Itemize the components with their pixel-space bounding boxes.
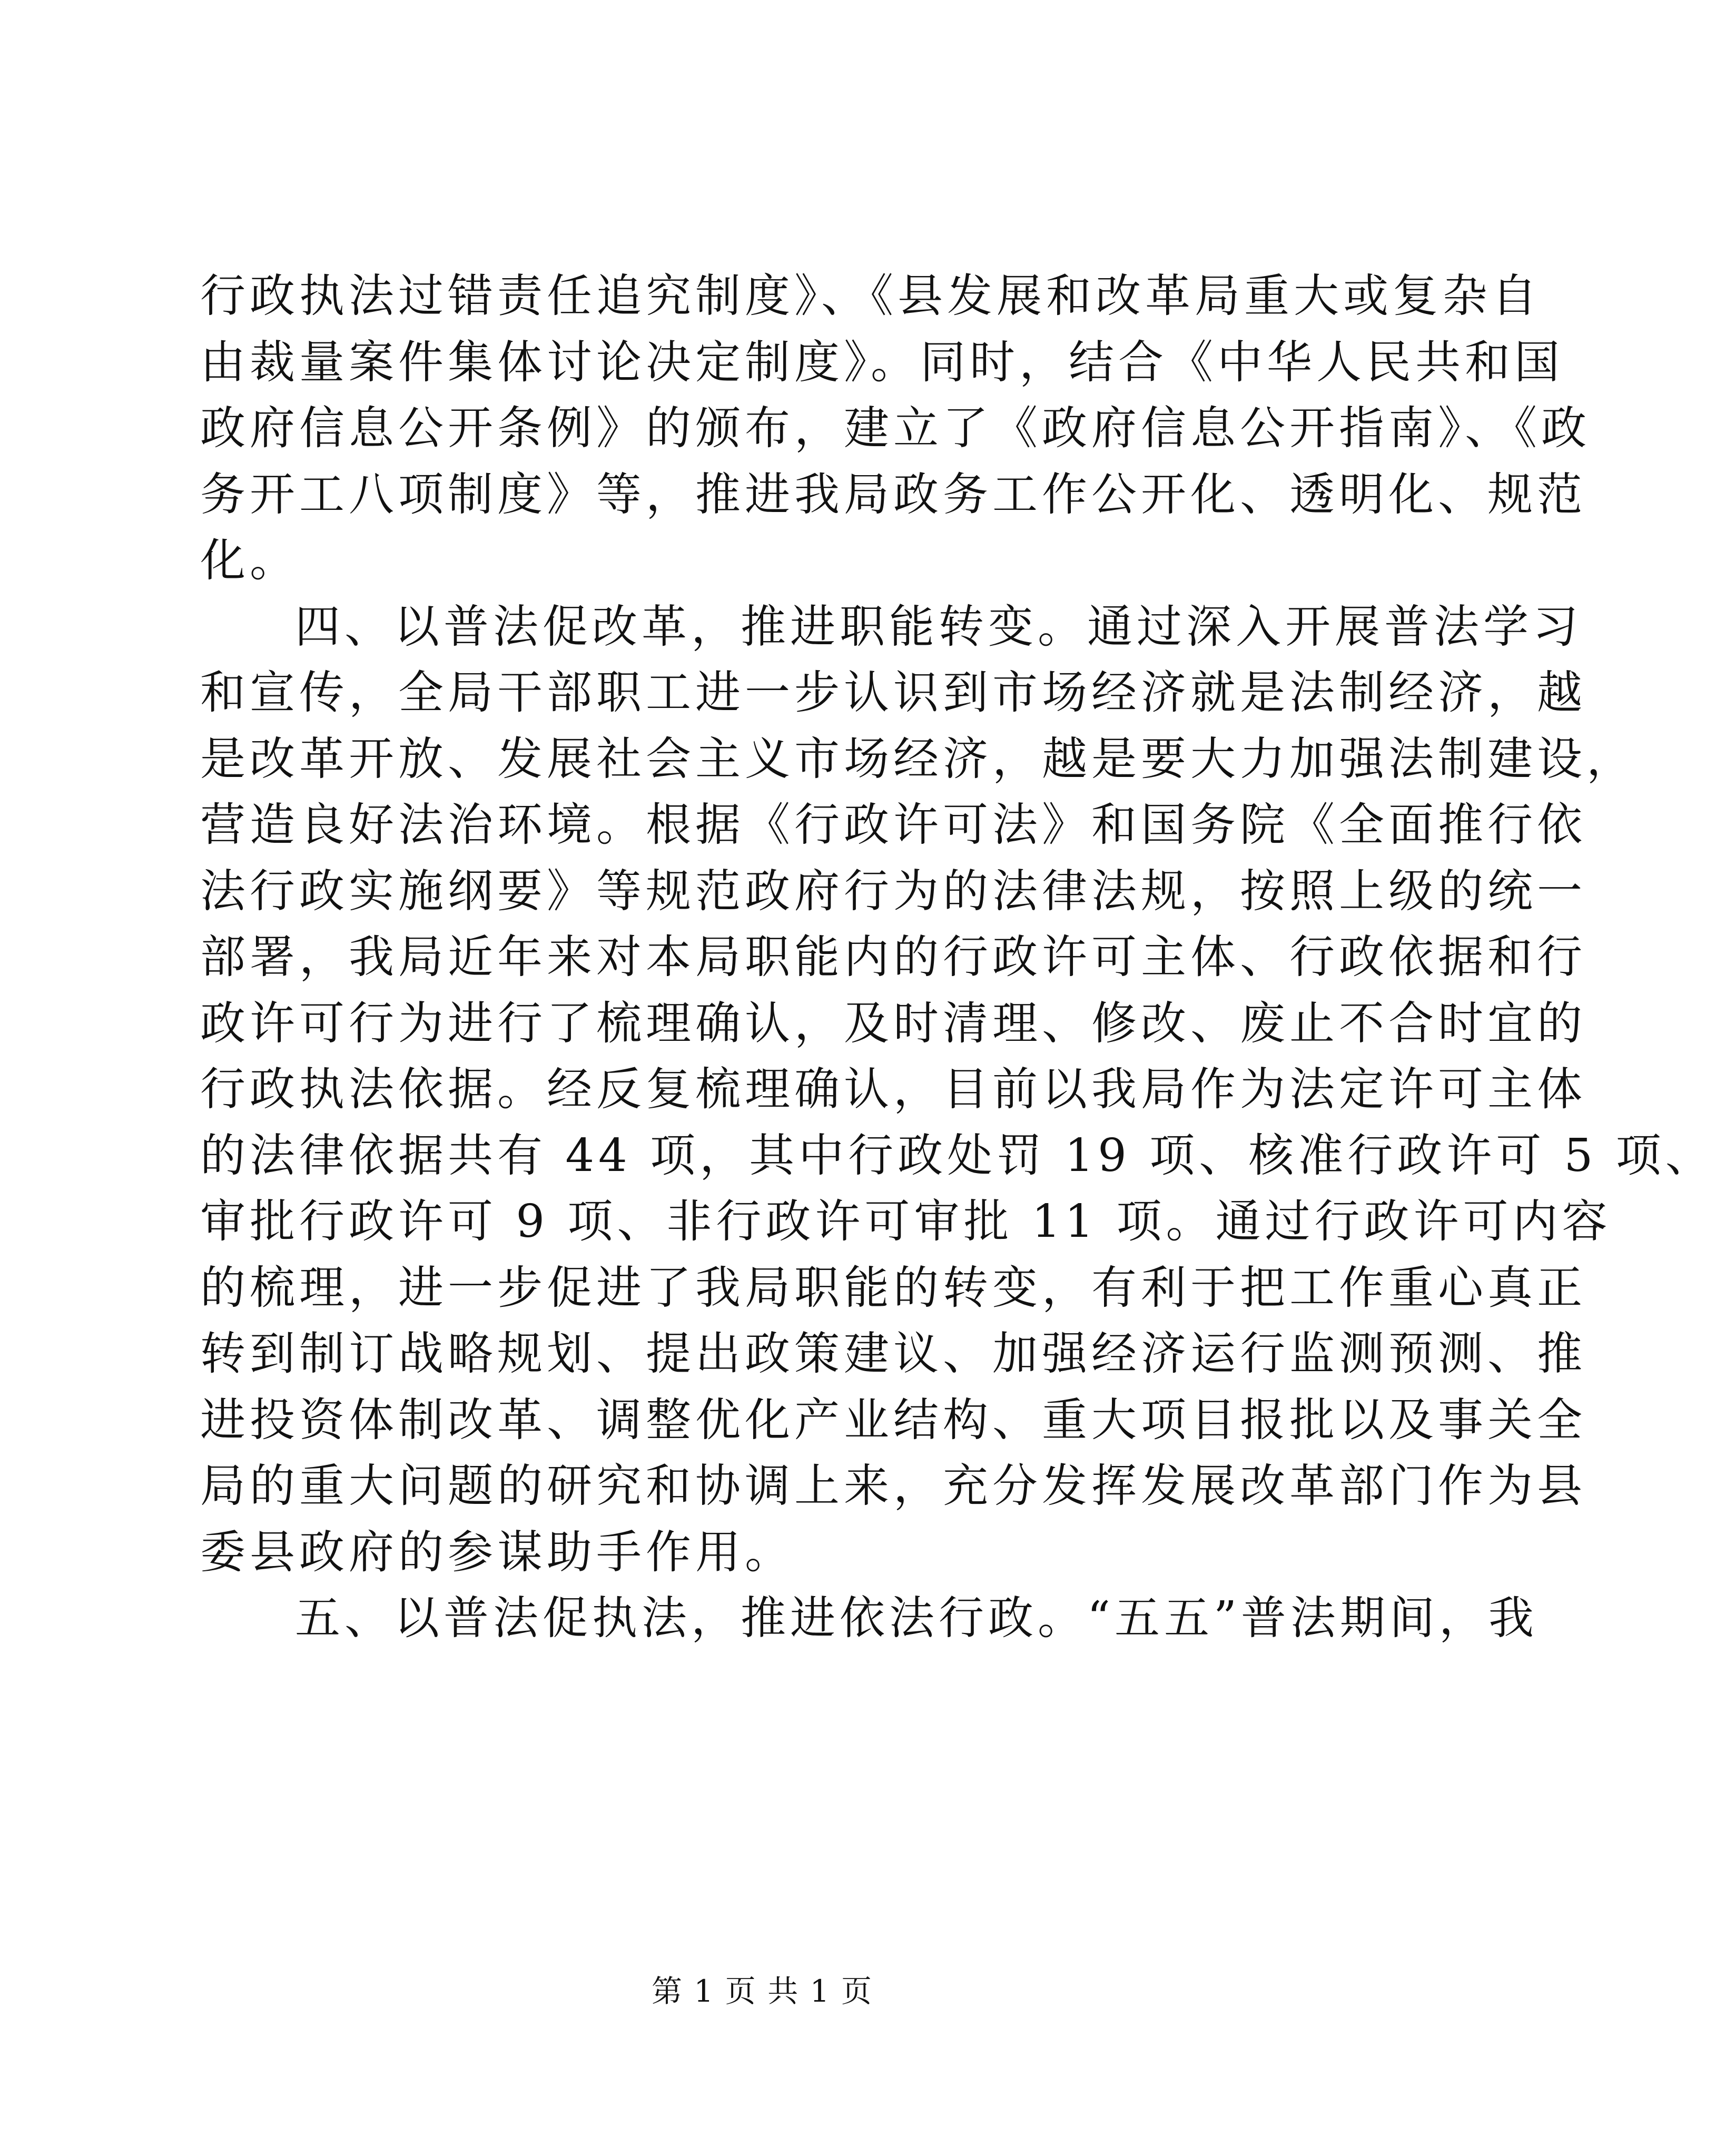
text-line: 部署，我局近年来对本局职能内的行政许可主体、行政依据和行 (200, 931, 1586, 983)
text-line: 进投资体制改革、调整优化产业结构、重大项目报批以及事关全 (200, 1393, 1586, 1446)
paragraph-continued (200, 263, 1591, 594)
page-footer: 第 1 页 共 1 页 (652, 1973, 873, 2009)
text-line: 法行政实施纲要》等规范政府行为的法律法规，按照上级的统一 (200, 864, 1586, 918)
text-line: 行政执法过错责任追究制度》、《县发展和改革局重大或复杂自 (200, 270, 1541, 322)
paragraph-section-four (200, 594, 1715, 1586)
text-line-first: 五、以普法促执法，推进依法行政。“五五”普法期间，我 (295, 1592, 1538, 1645)
text-line: 转到制订战略规划、提出政策建议、加强经济运行监测预测、推 (200, 1327, 1586, 1380)
text-line: 的法律依据共有 44 项，其中行政处罚 19 项、核准行政许可 5 项、 (200, 1129, 1715, 1182)
text-line: 化。 (200, 534, 299, 587)
text-line: 是改革开放、发展社会主义市场经济，越是要大力加强法制建设， (200, 732, 1636, 785)
text-line: 政府信息公开条例》的颁布，建立了《政府信息公开指南》、《政 (200, 402, 1591, 455)
text-line: 审批行政许可 9 项、非行政许可审批 11 项。通过行政许可内容 (200, 1195, 1612, 1248)
text-line: 政许可行为进行了梳理确认，及时清理、修改、废止不合时宜的 (200, 997, 1586, 1050)
text-line: 由裁量案件集体讨论决定制度》。同时，结合《中华人民共和国 (200, 336, 1564, 389)
text-line: 和宣传，全局干部职工进一步认识到市场经济就是法制经济，越 (200, 666, 1586, 719)
text-line: 行政执法依据。经反复梳理确认，目前以我局作为法定许可主体 (200, 1063, 1586, 1116)
text-line: 的梳理，进一步促进了我局职能的转变，有利于把工作重心真正 (200, 1261, 1586, 1314)
document-body (200, 263, 1715, 1652)
text-line: 务开工八项制度》等，推进我局政务工作公开化、透明化、规范 (200, 468, 1586, 521)
text-line-first: 四、以普法促改革，推进职能转变。通过深入开展普法学习 (295, 600, 1582, 653)
text-line: 营造良好法治环境。根据《行政许可法》和国务院《全面推行依 (200, 799, 1586, 851)
text-line: 委县政府的参谋助手作用。 (200, 1525, 794, 1579)
paragraph-section-five (200, 1586, 1538, 1652)
text-line: 局的重大问题的研究和协调上来，充分发挥发展改革部门作为县 (200, 1460, 1586, 1512)
